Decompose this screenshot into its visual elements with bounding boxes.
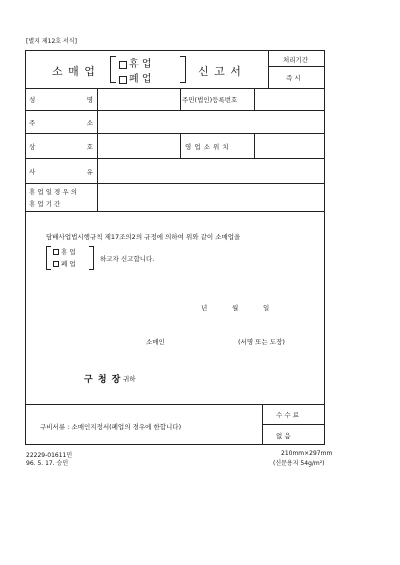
label-business-name bbox=[29, 142, 93, 151]
addressee-suffix: 귀하 bbox=[123, 375, 136, 383]
date-year: 년 bbox=[201, 304, 208, 312]
label-business-name-part1: 상 bbox=[29, 143, 36, 151]
reason-field[interactable] bbox=[98, 159, 324, 182]
documents-text: 구비서류 : 소매인지정서(폐업의 경우에 한합니다) bbox=[40, 423, 182, 431]
title-bracket-left bbox=[110, 56, 116, 83]
label-reason-part2: 유 bbox=[86, 168, 93, 176]
label-business-name-part2: 호 bbox=[86, 143, 93, 151]
title-option-suspend-text: 휴 업 bbox=[129, 59, 152, 70]
date-day: 일 bbox=[263, 304, 270, 312]
date-month: 월 bbox=[232, 304, 239, 312]
body-option-close-text: 폐 업 bbox=[61, 260, 76, 268]
suspend-checkbox[interactable] bbox=[119, 61, 127, 69]
signature-label: (서명 또는 도장) bbox=[238, 338, 285, 346]
footer-top-line bbox=[25, 404, 325, 405]
fee-value: 없 음 bbox=[276, 432, 291, 440]
label-name-part1: 성 bbox=[29, 96, 36, 104]
paper-size: 210mm×297mm bbox=[281, 450, 333, 457]
mid-divider bbox=[180, 88, 181, 110]
title-bracket-right bbox=[180, 56, 186, 83]
title-option-suspend bbox=[119, 55, 152, 70]
close-checkbox[interactable] bbox=[119, 76, 127, 84]
applicant-label: 소매인 bbox=[146, 338, 165, 346]
addressee: 구 청 장 bbox=[84, 375, 122, 385]
label-resident-id: 주민(법인)등록번호 bbox=[182, 96, 238, 104]
processing-label: 처리기간 bbox=[283, 56, 309, 64]
body-bracket-right bbox=[89, 246, 94, 270]
title-option-close-text: 폐 업 bbox=[129, 74, 152, 85]
body-option-suspend-text: 휴 업 bbox=[61, 248, 76, 256]
label-period-line1: 휴 업 일 경 우 의 bbox=[29, 188, 78, 196]
body-bracket-left bbox=[46, 246, 51, 270]
label-address-part2: 소 bbox=[86, 119, 93, 127]
label-name bbox=[29, 95, 93, 104]
mid-divider bbox=[180, 133, 181, 158]
label-name-part2: 명 bbox=[86, 96, 93, 104]
processing-divider-h bbox=[268, 66, 325, 67]
address-field[interactable] bbox=[98, 111, 324, 132]
title-right: 신 고 서 bbox=[198, 65, 242, 78]
label-period-line2: 휴 업 기 간 bbox=[29, 200, 61, 208]
fee-divider-h bbox=[262, 424, 325, 425]
label-address bbox=[29, 118, 93, 127]
approval-date: 96. 5. 17. 승인 bbox=[26, 460, 69, 467]
label-reason-part1: 사 bbox=[29, 168, 36, 176]
body-suspend-checkbox[interactable] bbox=[53, 249, 59, 255]
body-option-suspend bbox=[53, 247, 76, 256]
business-location-field[interactable] bbox=[255, 134, 324, 157]
declare-text: 하고자 신고합니다. bbox=[100, 255, 155, 263]
business-name-field[interactable] bbox=[98, 134, 179, 157]
body-close-checkbox[interactable] bbox=[53, 261, 59, 267]
fee-label: 수 수 료 bbox=[276, 411, 299, 419]
statement-text: 담배사업법시행규칙 제17조의2의 규정에 의하여 위와 같이 소매업을 bbox=[46, 233, 241, 241]
name-field[interactable] bbox=[98, 89, 179, 109]
paper-type: (신문용지 54g/m²) bbox=[273, 460, 325, 467]
form-code: 22229-01611민 bbox=[26, 452, 73, 459]
label-address-part1: 주 bbox=[29, 119, 36, 127]
processing-value: 즉 시 bbox=[286, 74, 301, 82]
form-number: [별지 제12호 서식] bbox=[26, 38, 77, 45]
period-field[interactable] bbox=[98, 184, 324, 210]
body-option-close bbox=[53, 259, 76, 268]
row-line bbox=[25, 211, 325, 212]
processing-divider-v bbox=[268, 50, 269, 88]
title-option-close bbox=[119, 70, 152, 85]
title-left: 소 매 업 bbox=[52, 65, 96, 78]
label-business-location: 영 업 소 위 치 bbox=[185, 143, 230, 151]
label-reason bbox=[29, 167, 93, 176]
resident-id-field[interactable] bbox=[255, 89, 324, 109]
